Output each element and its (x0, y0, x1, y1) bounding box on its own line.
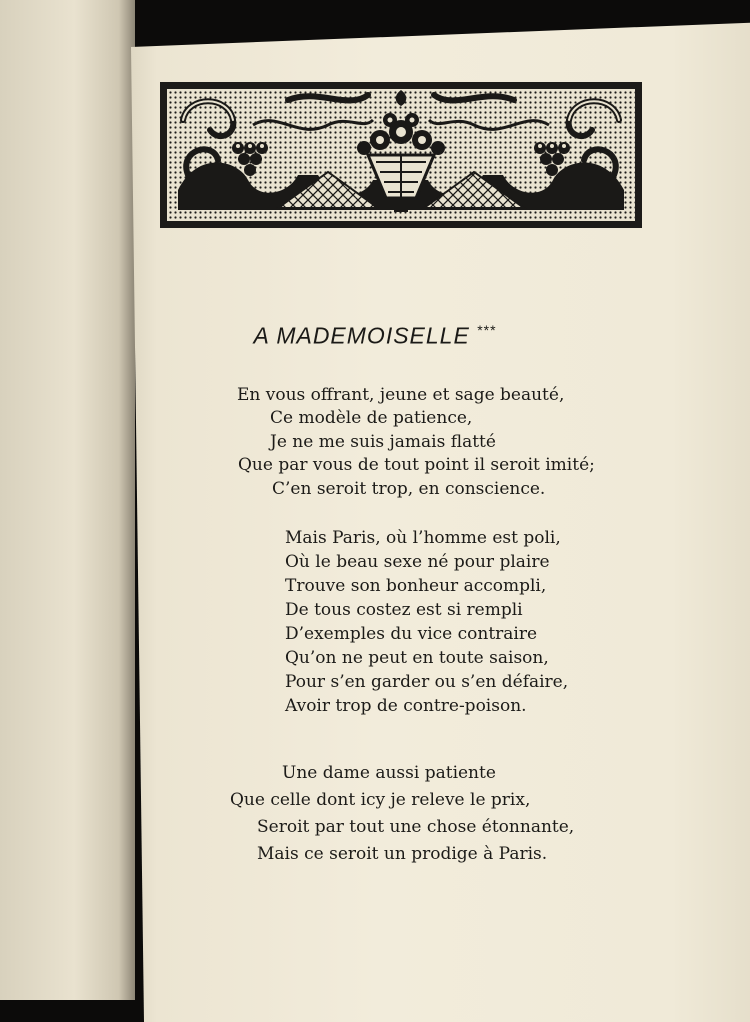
title-text: A MADEMOISELLE (253, 322, 470, 349)
poem-line: Ce modèle de patience, (270, 408, 473, 428)
poem-line: Je ne me suis jamais flatté (270, 432, 496, 452)
poem-line: Où le beau sexe né pour plaire (285, 552, 550, 572)
poem-line: D’exemples du vice contraire (285, 624, 538, 644)
poem-line: Qu’on ne peut en toute saison, (285, 648, 549, 668)
poem-line: Mais Paris, où l’homme est poli, (285, 528, 561, 548)
poem-line: Que par vous de tout point il seroit imité; (238, 455, 595, 475)
left-page (0, 0, 135, 1000)
poem-line: De tous costez est si rempli (285, 600, 523, 620)
title-stars: *** (477, 322, 497, 338)
poem-line: Que celle dont icy je releve le prix, (230, 790, 531, 810)
poem-line: Avoir trop de contre-poison. (285, 696, 527, 716)
poem-line: En vous offrant, jeune et sage beauté, (237, 385, 565, 405)
poem-line: Mais ce seroit un prodige à Paris. (257, 844, 548, 864)
poem-line: Trouve son bonheur accompli, (285, 576, 547, 596)
poem-line: C’en seroit trop, en conscience. (272, 479, 546, 499)
poem-line: Pour s’en garder ou s’en défaire, (285, 672, 569, 692)
poem-line: Une dame aussi patiente (282, 763, 496, 783)
ornament-headpiece-icon (158, 80, 644, 230)
poem-line: Seroit par tout une chose étonnante, (257, 817, 575, 837)
poem-title (0, 322, 750, 350)
